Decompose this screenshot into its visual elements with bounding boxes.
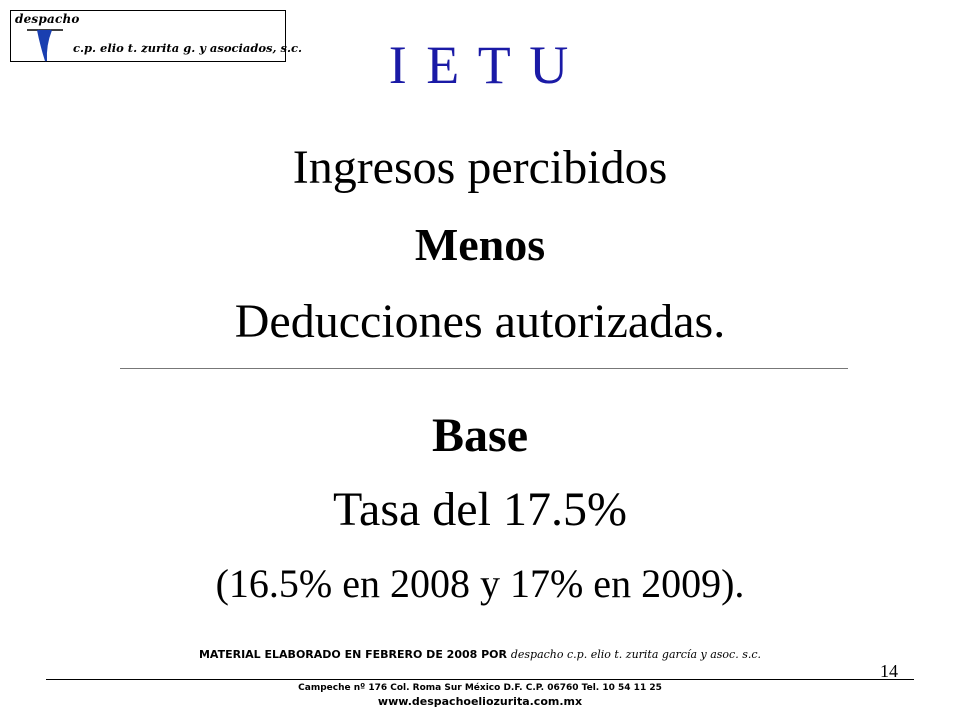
rate-line: Tasa del 17.5% — [333, 483, 627, 536]
slide-title: I E T U — [388, 35, 572, 95]
base-line: Base — [432, 409, 528, 462]
footer-material-firm: despacho c.p. elio t. zurita garcía y asoc. s.c. — [510, 648, 761, 661]
footer-material-prefix: MATERIAL ELABORADO EN FEBRERO DE 2008 POR — [198, 648, 507, 661]
footer-material-note — [0, 648, 960, 661]
minus-line: Menos — [414, 219, 546, 270]
footer-rule — [46, 679, 914, 680]
deductions-line: Deducciones autorizadas. — [234, 295, 726, 348]
income-line: Ingresos percibidos — [292, 141, 668, 194]
rate-history-line: (16.5% en 2008 y 17% en 2009). — [215, 561, 745, 606]
footer-address: Campeche nº 176 Col. Roma Sur México D.F. C.P. 06760 Tel. 10 54 11 25 — [298, 683, 662, 693]
footer-website: www.despachoeliozurita.com.mx — [377, 695, 583, 708]
separator-rule — [120, 368, 848, 369]
logo-bottom-text: c.p. elio t. zurita g. y asociados, s.c. — [73, 41, 303, 55]
page-number: 14 — [880, 661, 898, 681]
logo-top-text: despacho — [15, 12, 80, 26]
